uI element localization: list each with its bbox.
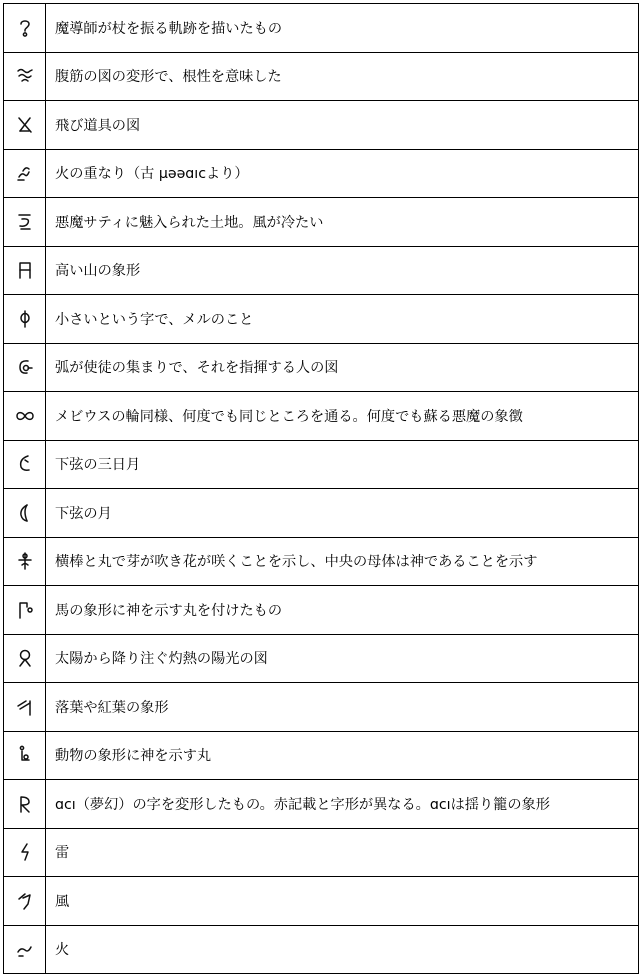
table-row xyxy=(3,198,639,247)
symbol-cell xyxy=(4,101,46,149)
staff-trajectory-glyph-icon xyxy=(16,18,34,38)
description-cell: 腹筋の図の変形で、根性を意味した xyxy=(55,69,282,86)
description-cell: 悪魔サティに魅入られた土地。風が冷たい xyxy=(55,214,324,231)
table-row xyxy=(3,441,639,490)
description-cell: 飛び道具の図 xyxy=(55,117,141,134)
description-cell: ɑcı（夢幻）の字を変形したもの。赤記載と字形が異なる。ɑcıは揺り籠の象形 xyxy=(55,796,550,813)
description-cell: 火 xyxy=(55,942,70,959)
table-row xyxy=(3,635,639,684)
symbol-cell xyxy=(4,53,46,101)
cradle-glyph-icon xyxy=(16,794,34,814)
small-circle-stem-glyph-icon xyxy=(16,309,34,329)
symbol-cell xyxy=(4,732,46,780)
wind-glyph-icon xyxy=(16,891,34,911)
description-cell: 下弦の三日月 xyxy=(55,457,141,474)
symbol-cell xyxy=(4,150,46,198)
table-row xyxy=(3,732,639,781)
description-cell: 魔導師が杖を振る軌跡を描いたもの xyxy=(55,20,283,37)
table-row xyxy=(3,295,639,344)
description-cell: 弧が使徒の集まりで、それを指揮する人の図 xyxy=(55,360,339,377)
description-cell: 動物の象形に神を示す丸 xyxy=(55,748,212,765)
table-row xyxy=(3,829,639,878)
sun-rays-glyph-icon xyxy=(16,648,34,668)
cold-land-glyph-icon xyxy=(16,212,34,232)
symbol-cell xyxy=(4,198,46,246)
crescent-hook-glyph-icon xyxy=(16,454,34,474)
table-row xyxy=(3,344,639,393)
fire-glyph-icon xyxy=(16,939,34,959)
lightning-glyph-icon xyxy=(16,842,34,862)
table-row xyxy=(3,586,639,635)
infinity-glyph-icon xyxy=(16,406,34,426)
description-cell: 高い山の象形 xyxy=(55,263,141,280)
description-cell: 太陽から降り注ぐ灼熱の陽光の図 xyxy=(55,651,268,668)
table-row xyxy=(3,538,639,587)
leaf-glyph-icon xyxy=(16,697,34,717)
symbol-cell xyxy=(4,441,46,489)
description-cell: 馬の象形に神を示す丸を付けたもの xyxy=(55,602,283,619)
table-row xyxy=(3,877,639,926)
crossed-projectile-glyph-icon xyxy=(16,115,34,135)
symbol-cell xyxy=(4,247,46,295)
description-cell: 横棒と丸で芽が吹き花が咲くことを示し、中央の母体は神であることを示す xyxy=(55,554,538,571)
symbol-cell xyxy=(4,4,46,52)
table-row xyxy=(3,926,639,975)
stacked-fire-glyph-icon xyxy=(16,163,34,183)
symbol-cell xyxy=(4,586,46,634)
symbol-cell xyxy=(4,780,46,828)
symbol-cell xyxy=(4,344,46,392)
table-row xyxy=(3,780,639,829)
symbol-cell xyxy=(4,926,46,974)
symbol-cell xyxy=(4,635,46,683)
table-row xyxy=(3,150,639,199)
sprout-glyph-icon xyxy=(16,551,34,571)
table-row xyxy=(3,53,639,102)
table-row xyxy=(3,489,639,538)
description-cell: 雷 xyxy=(55,845,70,862)
description-cell: 風 xyxy=(55,893,70,910)
symbol-cell xyxy=(4,489,46,537)
animal-glyph-icon xyxy=(16,745,34,765)
symbol-cell xyxy=(4,392,46,440)
table-row xyxy=(3,392,639,441)
description-cell: メビウスの輪同様、何度でも同じところを通る。何度でも蘇る悪魔の象徴 xyxy=(55,408,523,425)
symbol-cell xyxy=(4,683,46,731)
table-row xyxy=(3,101,639,150)
glyph-table xyxy=(3,3,639,974)
wavy-lines-glyph-icon xyxy=(16,66,34,86)
symbol-cell xyxy=(4,295,46,343)
table-row xyxy=(3,247,639,296)
symbol-cell xyxy=(4,829,46,877)
description-cell: 落葉や紅葉の象形 xyxy=(55,699,169,716)
description-cell: 火の重なり（古 μəəɑıcより） xyxy=(55,166,249,183)
table-row xyxy=(3,683,639,732)
crescent-glyph-icon xyxy=(16,503,34,523)
description-cell: 小さいという字で、メルのこと xyxy=(55,311,254,328)
mountain-glyph-icon xyxy=(16,260,34,280)
description-cell: 下弦の月 xyxy=(55,505,112,522)
symbol-cell xyxy=(4,877,46,925)
table-row xyxy=(3,4,639,53)
arc-conductor-glyph-icon xyxy=(16,357,34,377)
horse-glyph-icon xyxy=(16,600,34,620)
symbol-cell xyxy=(4,538,46,586)
